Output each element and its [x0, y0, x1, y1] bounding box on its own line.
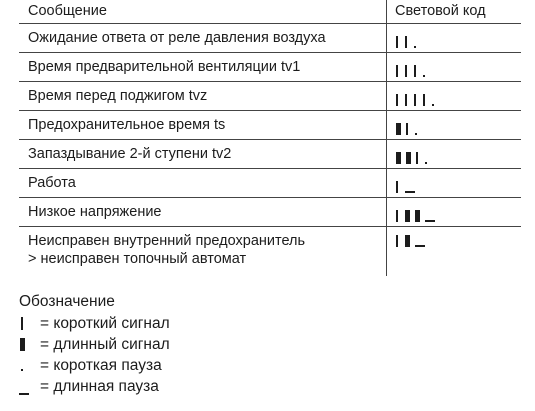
table-row — [19, 169, 521, 198]
row-code — [386, 169, 521, 197]
row-message-line-2: > неисправен топочный автомат — [28, 251, 247, 267]
short-signal-glyph — [396, 235, 398, 247]
row-message-line-1: Неисправен внутренний предохранитель — [28, 233, 306, 249]
short-signal-glyph — [396, 94, 398, 106]
short-pause-glyph — [423, 75, 425, 77]
table-row — [19, 24, 521, 53]
long-signal-glyph — [406, 152, 411, 164]
short-signal-glyph — [21, 317, 23, 330]
light-code — [396, 179, 421, 193]
table-row — [19, 227, 521, 276]
long-signal-glyph — [396, 123, 401, 135]
light-code — [396, 233, 431, 247]
light-code — [396, 121, 424, 135]
light-code — [396, 92, 441, 106]
row-message: Ожидание ответа от реле давления воздуха — [28, 30, 326, 46]
long-pause-glyph — [19, 393, 29, 395]
long-signal-glyph — [405, 210, 410, 222]
legend-text: = длинная пауза — [40, 378, 159, 395]
row-code — [386, 53, 521, 81]
row-message: Время предварительной вентиляции tv1 — [28, 59, 301, 75]
table-row — [19, 140, 521, 169]
row-code — [386, 198, 521, 226]
row-message — [19, 227, 386, 276]
row-message: Работа — [28, 175, 76, 191]
header-message: Сообщение — [28, 3, 107, 19]
row-message: Низкое напряжение — [28, 204, 162, 220]
short-signal-glyph — [416, 152, 418, 164]
short-signal-glyph — [423, 94, 425, 106]
legend — [19, 292, 499, 397]
short-pause-glyph — [414, 46, 416, 48]
row-message: Время перед поджигом tvz — [28, 88, 208, 104]
table-row — [19, 111, 521, 140]
row-code — [386, 24, 521, 52]
long-signal-icon — [19, 334, 35, 355]
long-signal-glyph — [415, 210, 420, 222]
short-pause-glyph — [415, 133, 417, 135]
legend-item — [19, 376, 499, 397]
row-message: Запаздывание 2-й ступени tv2 — [28, 146, 232, 162]
long-signal-glyph — [405, 235, 410, 247]
table-row — [19, 198, 521, 227]
legend-text: = короткая пауза — [40, 357, 162, 374]
short-signal-icon — [19, 313, 35, 334]
legend-item — [19, 355, 499, 376]
row-code — [386, 82, 521, 110]
header-code: Световой код — [386, 0, 521, 23]
long-pause-glyph — [415, 245, 425, 247]
row-code — [386, 227, 521, 276]
row-code — [386, 111, 521, 139]
short-signal-glyph — [405, 94, 407, 106]
legend-item — [19, 313, 499, 334]
long-pause-glyph — [425, 220, 435, 222]
long-signal-glyph — [396, 152, 401, 164]
short-pause-glyph — [21, 369, 23, 371]
legend-item — [19, 334, 499, 355]
long-pause-icon — [19, 376, 35, 397]
light-code — [396, 63, 432, 77]
legend-title: Обозначение — [19, 293, 115, 310]
short-signal-glyph — [396, 36, 398, 48]
short-signal-glyph — [396, 65, 398, 77]
short-signal-glyph — [396, 181, 398, 193]
short-signal-glyph — [405, 36, 407, 48]
row-code — [386, 140, 521, 168]
signal-code-table — [19, 0, 521, 276]
long-pause-glyph — [405, 191, 415, 193]
light-code — [396, 150, 434, 164]
long-signal-glyph — [20, 338, 25, 351]
table-row — [19, 53, 521, 82]
light-code — [396, 208, 441, 222]
legend-text: = длинный сигнал — [40, 336, 170, 353]
short-pause-glyph — [425, 162, 427, 164]
short-signal-glyph — [414, 94, 416, 106]
table-header-row — [19, 0, 521, 24]
short-signal-glyph — [406, 123, 408, 135]
short-signal-glyph — [405, 65, 407, 77]
short-signal-glyph — [414, 65, 416, 77]
row-message: Предохранительное время ts — [28, 117, 226, 133]
table-row — [19, 82, 521, 111]
short-pause-icon — [19, 355, 35, 376]
short-signal-glyph — [396, 210, 398, 222]
light-code — [396, 34, 423, 48]
legend-text: = короткий сигнал — [40, 315, 170, 332]
short-pause-glyph — [432, 104, 434, 106]
